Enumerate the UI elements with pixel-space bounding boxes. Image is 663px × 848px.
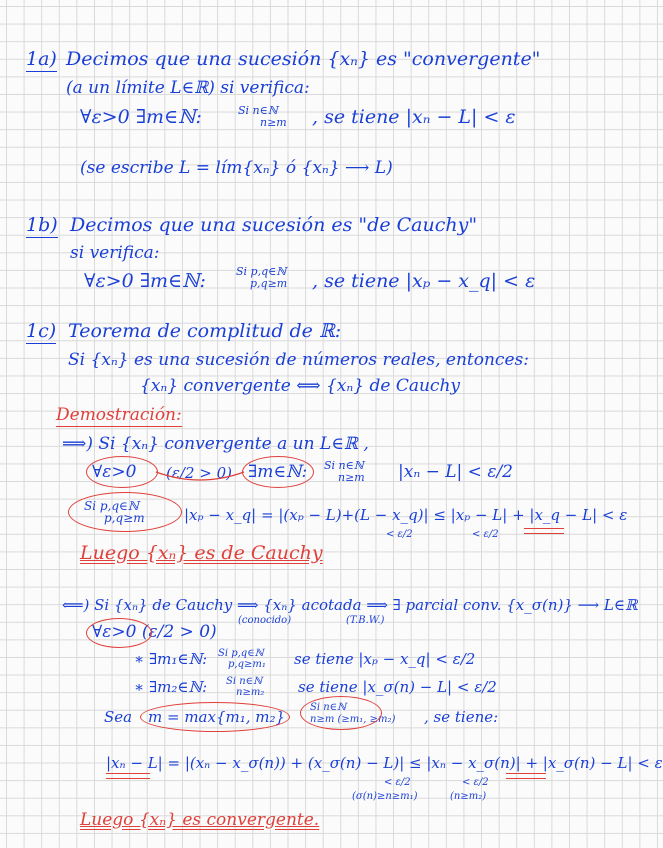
bwd3-cond-bot: p,q≥m₁ bbox=[228, 659, 266, 670]
fwd-epsilon: ∀ε>0 bbox=[92, 462, 137, 482]
s1c-statement-1: Si {xₙ} es una sucesión de números reales, entonces: bbox=[68, 350, 529, 370]
s1a-conclusion: , se tiene |xₙ − L| < ε bbox=[312, 106, 516, 128]
s1b-conclusion: , se tiene |xₚ − x_q| < ε bbox=[312, 270, 536, 292]
s1a-cond-bot: n≥m bbox=[260, 116, 287, 129]
bwd-se-tiene: , se tiene: bbox=[424, 708, 499, 726]
s1a-line1: Decimos que una sucesión {xₙ} es "convergente" bbox=[66, 48, 541, 70]
bwd-exists-m1: ∗ ∃m₁∈ℕ: bbox=[134, 650, 208, 668]
bwd4-cond-top: Si n∈ℕ bbox=[226, 676, 263, 687]
red-connector-1 bbox=[156, 472, 244, 480]
bwd-note-tbw: (T.B.W.) bbox=[346, 615, 385, 626]
fwd3-bound-2: < ε/2 bbox=[472, 529, 499, 540]
fwd-exists-m: ∃m∈ℕ: bbox=[248, 462, 308, 482]
fwd-epsilon-half: (ε/2 > 0) bbox=[166, 464, 232, 482]
s1b-cond-bot: p,q≥m bbox=[250, 277, 288, 290]
bwd-bound-1-reason: (σ(n)≥n≥m₁) bbox=[352, 791, 418, 802]
bwd-exists-m2: ∗ ∃m₂∈ℕ: bbox=[134, 678, 208, 696]
s1a-line2: (a un límite L∈ℝ) si verifica: bbox=[66, 78, 310, 98]
s1a-label: 1a) bbox=[26, 48, 57, 70]
s1c-title: Teorema de complitud de ℝ: bbox=[68, 320, 342, 342]
fwd3-bound-1: < ε/2 bbox=[386, 529, 413, 540]
bwd-bound-2-reason: (n≥m₂) bbox=[450, 791, 487, 802]
bwd-cauchy-bound: se tiene |xₚ − x_q| < ε/2 bbox=[294, 650, 476, 668]
s1b-line2: si verifica: bbox=[70, 243, 160, 263]
bwd-chain: |xₙ − L| = |(xₙ − x_σ(n)) + (x_σ(n) − L)| ≤ |xₙ − x_σ(n)| + |x_σ(n) − L| < ε bbox=[106, 754, 663, 772]
fwd-cond-bot: n≥m bbox=[338, 471, 365, 484]
s1b-cond-top: Si p,q∈ℕ bbox=[236, 265, 287, 278]
s1a-cond-top: Si n∈ℕ bbox=[238, 104, 278, 117]
fwd3-cond-bot: p,q≥m bbox=[104, 511, 145, 525]
bwd5-cond-top: Si n∈ℕ bbox=[310, 702, 347, 713]
bwd-line-1: ⟸) Si {xₙ} de Cauchy ⟹ {xₙ} acotada ⟹ ∃ parcial conv. {x_σ(n)} ⟶ L∈ℝ bbox=[62, 596, 638, 614]
fwd-cond-top: Si n∈ℕ bbox=[324, 459, 364, 472]
fwd-line-1: ⟹) Si {xₙ} convergente a un L∈ℝ , bbox=[62, 434, 369, 454]
bwd3-cond-top: Si p,q∈ℕ bbox=[218, 648, 264, 659]
bwd-conclusion: Luego {xₙ} es convergente. bbox=[80, 810, 320, 830]
bwd-bound-1: < ε/2 bbox=[384, 777, 411, 788]
s1b-quantifiers: ∀ε>0 ∃m∈ℕ: bbox=[84, 270, 206, 292]
s1c-label: 1c) bbox=[26, 320, 57, 342]
s1a-note: (se escribe L = lím{xₙ} ó {xₙ} ⟶ L) bbox=[80, 158, 393, 178]
bwd-note-known: (conocido) bbox=[238, 615, 292, 626]
fwd3-chain: |xₚ − x_q| = |(xₚ − L)+(L − x_q)| ≤ |xₚ − L| + |x_q − L| < ε bbox=[184, 506, 628, 524]
fwd3-cond-top: Si p,q∈ℕ bbox=[84, 499, 139, 513]
bwd-max: m = max{m₁, m₂} bbox=[148, 708, 286, 726]
bwd4-cond-bot: n≥m₂ bbox=[236, 687, 265, 698]
fwd-distance: |xₙ − L| < ε/2 bbox=[398, 462, 513, 482]
s1c-statement-2: {xₙ} convergente ⟺ {xₙ} de Cauchy bbox=[140, 376, 460, 396]
bwd-subseq-bound: se tiene |x_σ(n) − L| < ε/2 bbox=[298, 678, 497, 696]
s1b-label: 1b) bbox=[26, 214, 58, 236]
s1a-quantifiers: ∀ε>0 ∃m∈ℕ: bbox=[80, 106, 202, 128]
fwd-conclusion: Luego {xₙ} es de Cauchy bbox=[80, 542, 323, 564]
bwd5-cond-bot: n≥m (≥m₁, ≥m₂) bbox=[310, 714, 396, 725]
bwd-epsilon: ∀ε>0 (ε/2 > 0) bbox=[92, 622, 217, 642]
bwd-bound-2: < ε/2 bbox=[462, 777, 489, 788]
demo-heading: Demostración: bbox=[56, 405, 182, 425]
s1b-line1: Decimos que una sucesión es "de Cauchy" bbox=[70, 214, 478, 236]
bwd-let: Sea bbox=[104, 708, 133, 726]
